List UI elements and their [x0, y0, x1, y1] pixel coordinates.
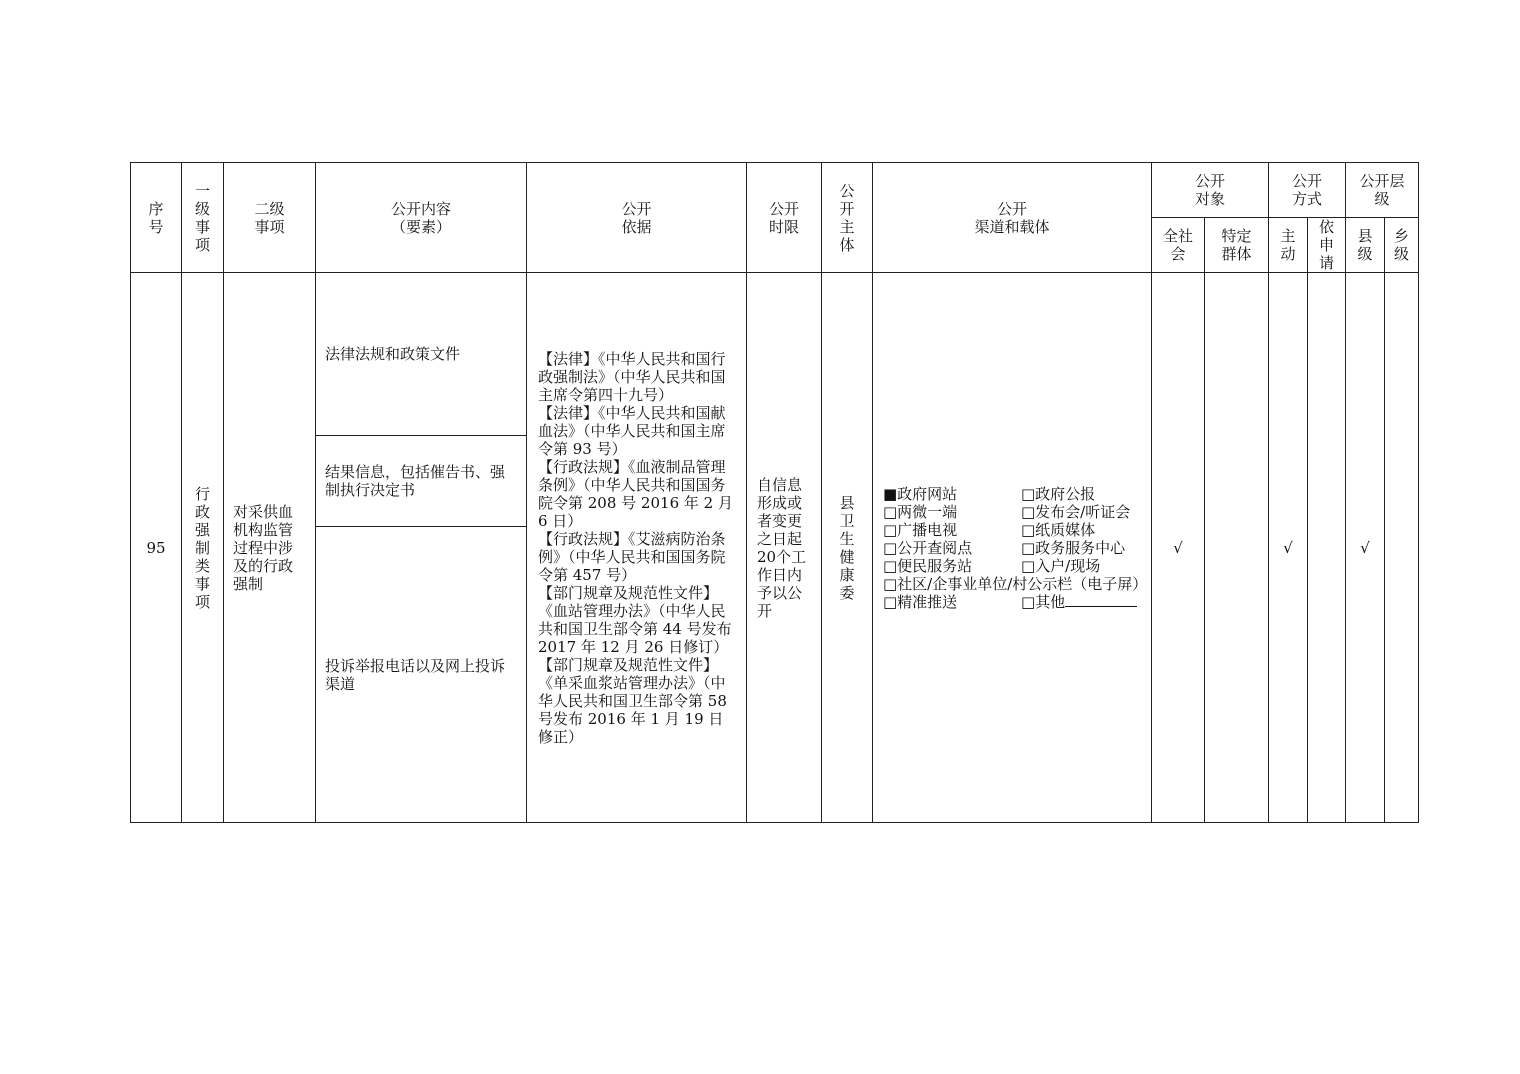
channel-radio-tv: □广播电视 — [883, 520, 958, 539]
basis-item-1: 【法律】《中华人民共和国行政强制法》（中华人民共和国主席令第四十九号） — [538, 349, 726, 404]
table-row — [131, 273, 1419, 436]
header-target: 公开 对象 — [1152, 163, 1269, 218]
channel-targeted-push: □精准推送 — [883, 592, 958, 611]
level1-cell: 行政强制类事项 — [182, 273, 224, 823]
header-mode: 公开 方式 — [1269, 163, 1346, 218]
header-level-county: 县 级 — [1346, 218, 1385, 273]
channels-cell — [873, 273, 1152, 823]
header-mode-active: 主 动 — [1269, 218, 1308, 273]
channel-gov-gazette: □政府公报 — [1021, 484, 1096, 503]
header-level-town: 乡 级 — [1385, 218, 1419, 273]
basis-item-4: 【行政法规】《艾滋病防治条例》（中华人民共和国国务院令第 457 号） — [538, 529, 726, 584]
header-level: 公开层 级 — [1346, 163, 1419, 218]
header-content: 公开内容 （要素） — [316, 163, 527, 273]
content-item-3: 投诉举报电话以及网上投诉渠道 — [316, 527, 527, 823]
channel-print-media: □纸质媒体 — [1021, 520, 1096, 539]
target-all-cell: √ — [1152, 273, 1205, 823]
mode-request-cell — [1308, 273, 1346, 823]
header-seq: 序号 — [131, 163, 182, 273]
channel-other: □其他 — [1021, 593, 1137, 611]
mode-active-cell: √ — [1269, 273, 1308, 823]
header-row-1 — [131, 163, 1419, 218]
header-level2: 二级事项 — [224, 163, 316, 273]
channel-convenience-station: □便民服务站 — [883, 556, 973, 575]
channel-gov-website: ■政府网站 — [883, 484, 958, 503]
basis-item-3: 【行政法规】《血液制品管理条例》（中华人民共和国国务院令第 208 号 2016 年 2 月 6 日） — [538, 457, 733, 530]
basis-item-5: 【部门规章及规范性文件】《血站管理办法》（中华人民共和国卫生部令第 44 号发布 2017 年 12 月 26 日修订） — [538, 583, 732, 656]
channel-public-reading-point: □公开查阅点 — [883, 538, 973, 557]
channel-door-to-door: □入户/现场 — [1021, 556, 1101, 575]
header-basis: 公开 依据 — [527, 163, 747, 273]
channel-wechat-weibo-app: □两微一端 — [883, 502, 958, 521]
level2-cell: 对采供血机构监管过程中涉及的行政强制 — [224, 273, 316, 823]
time-limit-cell: 自信息形成或者变更之日起20个工作日内予以公开 — [747, 273, 822, 823]
header-target-all: 全社 会 — [1152, 218, 1205, 273]
level-county-cell: √ — [1346, 273, 1385, 823]
subject-cell: 县卫生健康委 — [822, 273, 873, 823]
basis-item-6: 【部门规章及规范性文件】《单采血浆站管理办法》（中华人民共和国卫生部令第 58 号发布 2016 年 1 月 19 日修正） — [538, 655, 727, 746]
disclosure-table — [130, 162, 1419, 823]
header-channel: 公开 渠道和载体 — [873, 163, 1152, 273]
content-item-1: 法律法规和政策文件 — [316, 273, 527, 436]
header-subject: 公开主体 — [822, 163, 873, 273]
seq-cell: 95 — [131, 273, 182, 823]
target-group-cell — [1205, 273, 1269, 823]
header-level1: 一级事项 — [182, 163, 224, 273]
basis-item-2: 【法律】《中华人民共和国献血法》（中华人民共和国主席令第 93 号） — [538, 403, 726, 458]
basis-cell — [527, 273, 747, 823]
content-item-2: 结果信息，包括催告书、强制执行决定书 — [316, 436, 527, 527]
channel-press-hearing: □发布会/听证会 — [1021, 502, 1131, 521]
channel-service-center: □政务服务中心 — [1021, 538, 1126, 557]
blank-line — [1065, 593, 1137, 607]
header-mode-request: 依申请 — [1308, 218, 1346, 273]
channel-bulletin-board: □社区/企事业单位/村公示栏（电子屏） — [883, 574, 1148, 593]
header-target-group: 特定 群体 — [1205, 218, 1269, 273]
header-time: 公开 时限 — [747, 163, 822, 273]
level-town-cell — [1385, 273, 1419, 823]
